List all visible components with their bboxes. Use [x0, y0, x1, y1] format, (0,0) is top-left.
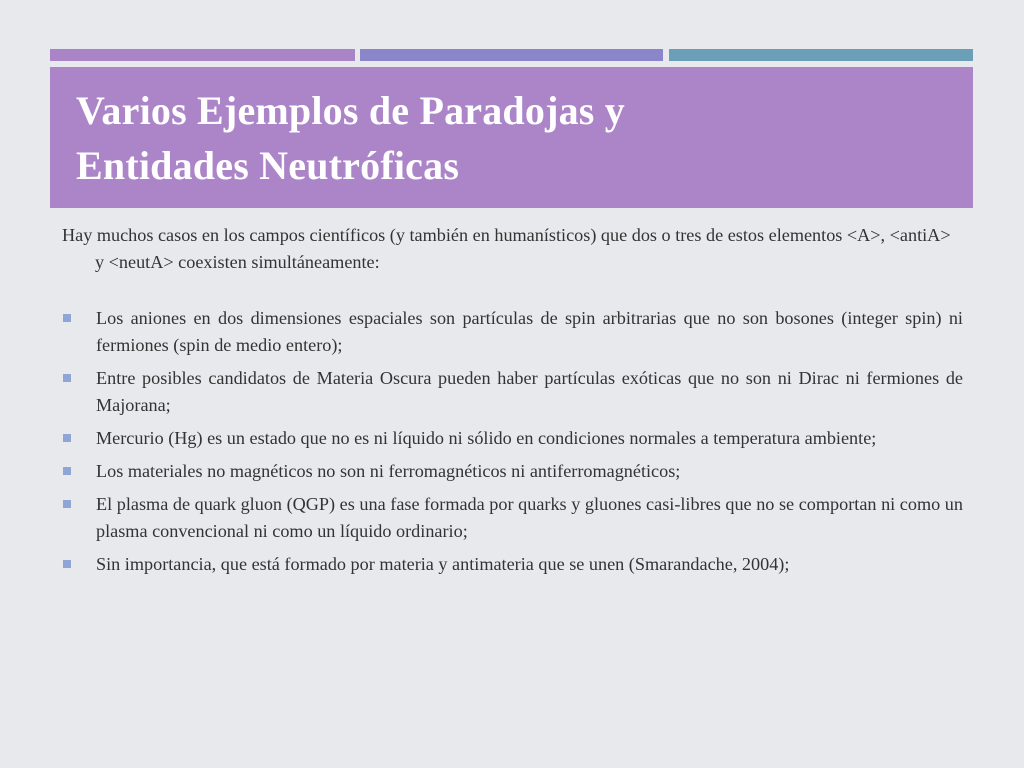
- bullet-text: Los aniones en dos dimensiones espaciales son partículas de spin arbitrarias que no son bosones (integer spin) ni fermiones (spin de medio entero);: [96, 308, 963, 355]
- bullet-list: [62, 305, 963, 578]
- bullet-item: [62, 305, 963, 359]
- top-bar-violet: [360, 49, 663, 61]
- bullet-item: [62, 551, 963, 578]
- intro-paragraph: Hay muchos casos en los campos científicos (y también en humanísticos) que dos o tres de estos elementos <A>, <antiA> y <neutA> coexisten simultáneamente:: [62, 225, 951, 272]
- top-bar-teal: [669, 49, 973, 61]
- top-bar-purple: [50, 49, 355, 61]
- bullet-text: Sin importancia, que está formado por materia y antimateria que se unen (Smarandache, 2004);: [96, 554, 790, 574]
- square-bullet-icon: [63, 560, 71, 568]
- bullet-item: [62, 491, 963, 545]
- title-banner: [50, 67, 973, 208]
- bullet-text: Los materiales no magnéticos no son ni ferromagnéticos ni antiferromagnéticos;: [96, 461, 681, 481]
- slide-title-line-1: Varios Ejemplos de Paradojas y: [76, 88, 625, 133]
- square-bullet-icon: [63, 500, 71, 508]
- bullet-text: Mercurio (Hg) es un estado que no es ni líquido ni sólido en condiciones normales a temperatura ambiente;: [96, 428, 877, 448]
- slide-title-line-2: Entidades Neutróficas: [76, 143, 460, 188]
- bullet-text: Entre posibles candidatos de Materia Oscura pueden haber partículas exóticas que no son ni Dirac ni fermiones de Majorana;: [96, 368, 963, 415]
- decorative-top-bars: [50, 49, 973, 61]
- square-bullet-icon: [63, 467, 71, 475]
- bullet-item: [62, 425, 963, 452]
- bullet-text: El plasma de quark gluon (QGP) es una fase formada por quarks y gluones casi-libres que no se comportan ni como un plasma convencional ni como un líquido ordinario;: [96, 494, 963, 541]
- slide-body: [62, 222, 963, 584]
- square-bullet-icon: [63, 374, 71, 382]
- bullet-item: [62, 458, 963, 485]
- square-bullet-icon: [63, 314, 71, 322]
- bullet-item: [62, 365, 963, 419]
- square-bullet-icon: [63, 434, 71, 442]
- slide-title: [76, 83, 973, 193]
